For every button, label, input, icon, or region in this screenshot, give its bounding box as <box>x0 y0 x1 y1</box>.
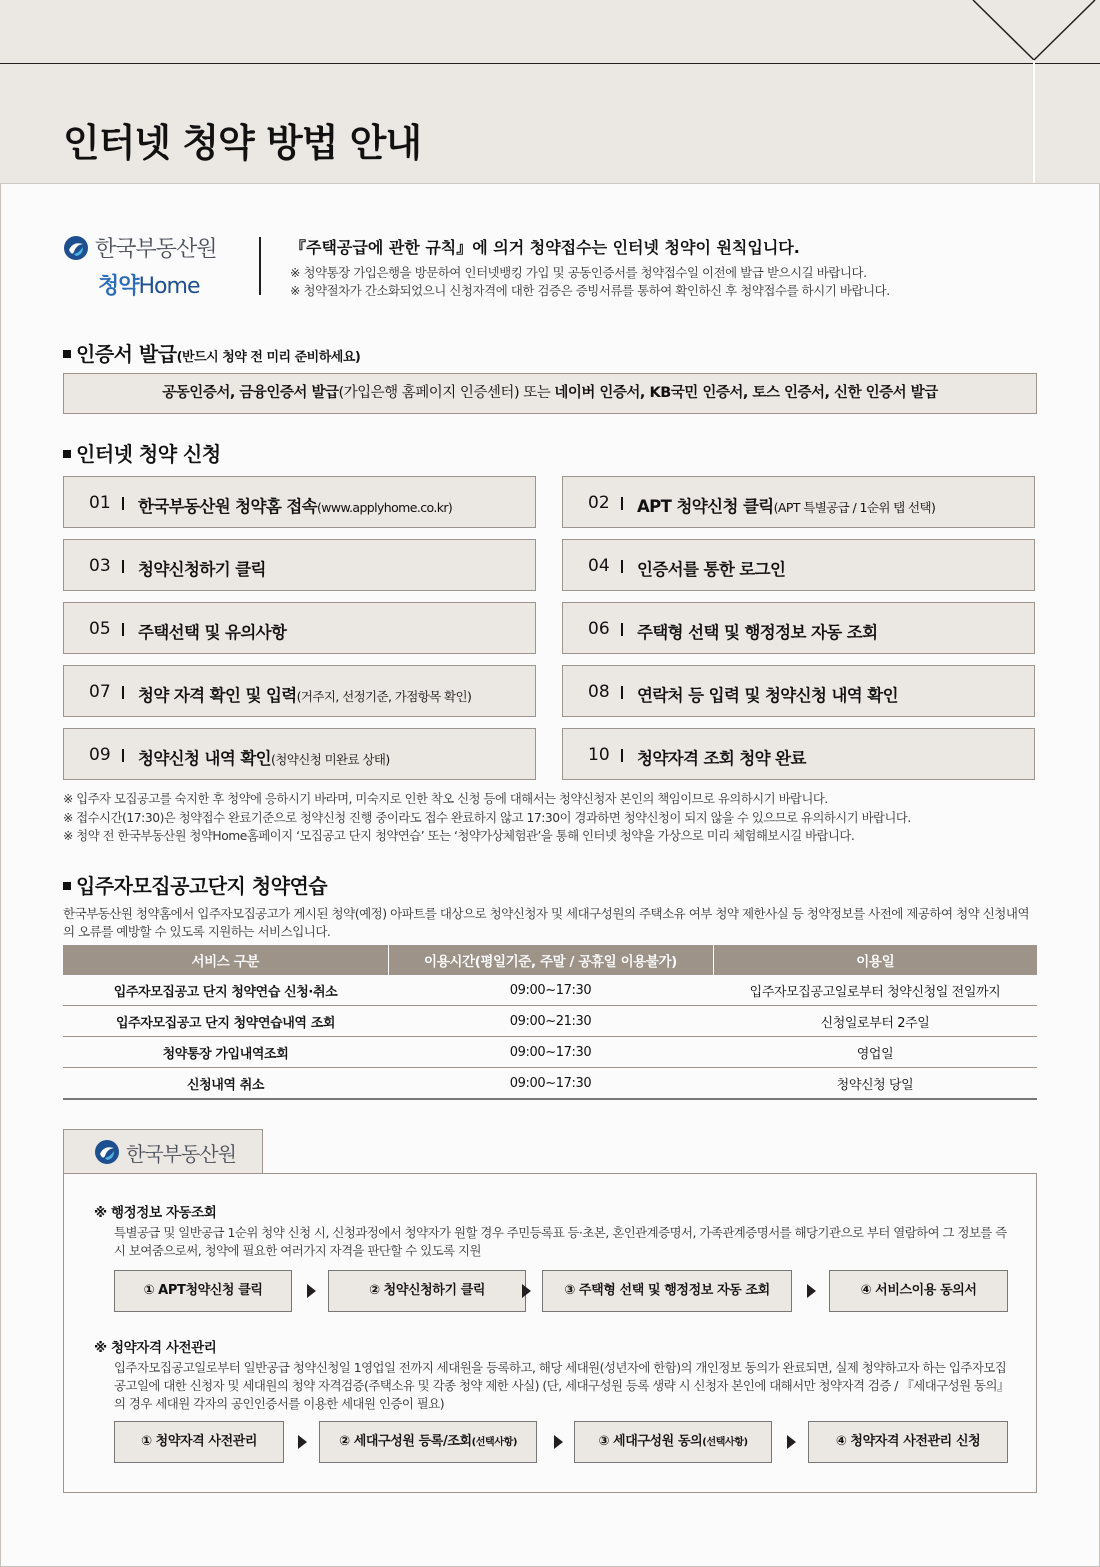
apply-notes <box>63 790 911 846</box>
reb-tab-label: 한국부동산원 <box>126 1141 236 1166</box>
section-title-cert <box>63 338 360 367</box>
bullet-square-icon <box>63 882 71 890</box>
step-sub: (청약신청 미완료 상태) <box>271 752 390 767</box>
table-cell: 신청일로부터 2주일 <box>713 1006 1037 1037</box>
cert-title-note: (반드시 청약 전 미리 준비하세요) <box>176 350 361 365</box>
apply-note: ※ 입주자 모집공고를 숙지한 후 청약에 응하시기 바라며, 미숙지로 인한 착오 신청 등에 대해서는 청약신청자 본인의 책임이므로 유의하시기 바랍니다. <box>63 792 828 806</box>
step-divider <box>122 560 124 573</box>
flow-step: ③ 주택형 선택 및 행정정보 자동 조회 <box>542 1270 792 1312</box>
service-table <box>63 945 1037 1100</box>
step-divider <box>122 749 124 762</box>
brand-name: 한국부동산원 <box>95 237 217 262</box>
qual-prelim-title: ※ 청약자격 사전관리 <box>94 1340 217 1356</box>
cert-text-bold: 네이버 인증서, KB국민 인증서, 토스 인증서, 신한 인증서 발급 <box>554 385 938 401</box>
step-divider <box>621 497 623 510</box>
bullet-square-icon <box>63 350 71 358</box>
table-cell: 09:00~21:30 <box>388 1006 713 1037</box>
applyhome-logo <box>98 269 243 300</box>
qual-flow <box>114 1421 1008 1463</box>
table-row <box>63 1068 1037 1100</box>
bullet-square-icon <box>63 450 71 458</box>
table-header-row <box>63 945 1037 975</box>
step-number: 03 <box>89 556 111 576</box>
arrow-right-icon <box>522 1284 531 1298</box>
step-label: 연락처 등 입력 및 청약신청 내역 확인 <box>637 686 898 705</box>
step-label: 청약신청하기 클릭 <box>138 560 266 579</box>
step-number: 09 <box>89 745 111 765</box>
section-title-practice <box>63 870 327 899</box>
reb-logo-icon <box>63 235 89 261</box>
corner-decoration-icon <box>960 0 1100 183</box>
flow-step <box>319 1421 537 1463</box>
apply-step <box>63 728 536 780</box>
qual-prelim-desc: 입주자모집공고일로부터 일반공급 청약신청일 1영업일 전까지 세대원을 등록하고, 해당 세대원(성년자에 한함)의 개인정보 동의가 완료되면, 실제 청약하고자 하는 입주자모집공고일에 대한 신청자 및 세대원의 청약 자격검증(주택소유 및 각종 청약 제한 사실) (단, 세대구성원 등록 생략 시 신청자 본인에 대해서만 청약자격 검증 / 『세대구성원 동의』의 경우 세대원 각자의 공인인증서를 이용한 세대원 인증이 필요) <box>114 1360 1009 1411</box>
table-row <box>63 975 1037 1006</box>
apply-step <box>63 602 536 654</box>
cert-text: (가입은행 홈페이지 인증센터) 또는 <box>338 385 555 401</box>
flow-step-label: ① 청약자격 사전관리 <box>140 1434 258 1449</box>
applyhome-suffix: Home <box>138 274 200 299</box>
intro-block <box>290 235 1070 300</box>
apply-step <box>562 602 1035 654</box>
arrow-right-icon <box>554 1435 563 1449</box>
table-header: 서비스 구분 <box>63 945 388 975</box>
flow-step <box>574 1421 772 1463</box>
flow-step: ① APT청약신청 클릭 <box>114 1270 292 1312</box>
header-divider <box>0 63 1100 64</box>
admin-flow <box>114 1270 1008 1312</box>
apply-step <box>562 539 1035 591</box>
intro-headline: 『주택공급에 관한 규칙』에 의거 청약접수는 인터넷 청약이 원칙입니다. <box>290 238 800 257</box>
step-divider <box>621 560 623 573</box>
admin-lookup-desc: 특별공급 및 일반공급 1순위 청약 신청 시, 신청과정에서 청약자가 원할 경우 주민등록표 등·초본, 혼인관계증명서, 가족관계증명서를 해당기관으로 부터 열람하여 그 정보를 즉시 보여줌으로써, 청약에 필요한 여러가지 자격을 판단할 수 있도록 지원 <box>114 1225 1007 1258</box>
table-cell: 입주자모집공고 단지 청약연습 신청·취소 <box>63 975 388 1006</box>
step-number: 07 <box>89 682 111 702</box>
reb-services-box <box>63 1173 1037 1493</box>
step-divider <box>621 686 623 699</box>
step-label: 인증서를 통한 로그인 <box>637 560 786 579</box>
apply-step <box>562 665 1035 717</box>
apply-step <box>562 728 1035 780</box>
logo-divider <box>259 237 261 295</box>
apply-step <box>63 539 536 591</box>
intro-notes <box>290 264 1070 300</box>
step-number: 06 <box>588 619 610 639</box>
step-number: 08 <box>588 682 610 702</box>
step-number: 02 <box>588 493 610 513</box>
brand-logo <box>63 232 243 300</box>
step-label: 청약자격 조회 청약 완료 <box>637 749 806 768</box>
table-cell: 영업일 <box>713 1037 1037 1068</box>
flow-step <box>114 1421 284 1463</box>
section-title-apply <box>63 438 221 467</box>
apply-note: ※ 접수시간(17:30)은 청약접수 완료기준으로 청약신청 진행 중이라도 접수 완료하지 않고 17:30이 경과하면 청약신청이 되지 않을 수 있으므로 유의하시기 바랍니다. <box>63 810 911 825</box>
apply-title: 인터넷 청약 신청 <box>76 442 221 466</box>
intro-note: ※ 청약통장 가입은행을 방문하여 인터넷뱅킹 가입 및 공동인증서를 청약접수일 이전에 발급 받으시길 바랍니다. <box>290 265 867 280</box>
step-number: 10 <box>588 745 610 765</box>
step-divider <box>621 623 623 636</box>
arrow-right-icon <box>787 1435 796 1449</box>
table-cell: 입주자모집공고일로부터 청약신청일 전일까지 <box>713 975 1037 1006</box>
arrow-right-icon <box>307 1284 316 1298</box>
intro-note: ※ 청약절차가 간소화되었으니 신청자격에 대한 검증은 증빙서류를 통하여 확인하신 후 청약접수를 하시기 바랍니다. <box>290 283 890 298</box>
arrow-right-icon <box>298 1435 307 1449</box>
table-row <box>63 1006 1037 1037</box>
reb-tab <box>63 1129 263 1174</box>
apply-step <box>63 665 536 717</box>
table-cell: 신청내역 취소 <box>63 1068 388 1100</box>
applyhome-prefix: 청약 <box>98 274 139 299</box>
page-title: 인터넷 청약 방법 안내 <box>63 121 422 165</box>
cert-box <box>63 373 1037 414</box>
practice-title: 입주자모집공고단지 청약연습 <box>76 874 328 898</box>
step-label: 한국부동산원 청약홈 접속 <box>138 497 318 516</box>
admin-lookup-title: ※ 행정정보 자동조회 <box>94 1205 217 1221</box>
flow-step-label: ② 세대구성원 등록/조회 <box>338 1434 472 1449</box>
step-number: 05 <box>89 619 111 639</box>
flow-step-label: ④ 청약자격 사전관리 신청 <box>835 1434 981 1449</box>
step-label: 청약 자격 확인 및 입력 <box>138 686 297 705</box>
reb-logo-icon <box>94 1139 120 1165</box>
practice-description: 한국부동산원 청약홈에서 입주자모집공고가 게시된 청약(예정) 아파트를 대상으로 청약신청자 및 세대구성원의 주택소유 여부 청약 제한사실 등 청약정보를 사전에 제공하여 청약 신청내역의 오류를 예방할 수 있도록 지원하는 서비스입니다. <box>63 906 1030 939</box>
step-sub: (거주지, 선정기준, 가점항목 확인) <box>296 689 472 704</box>
apply-note: ※ 청약 전 한국부동산원 청약Home홈페이지 ‘모집공고 단지 청약연습’ 또는 ‘청약가상체험관’을 통해 인터넷 청약을 가상으로 미리 체험해보시길 바랍니다. <box>63 829 855 843</box>
flow-step-label: ③ 세대구성원 동의 <box>598 1434 703 1449</box>
step-number: 01 <box>89 493 111 513</box>
table-cell: 청약통장 가입내역조회 <box>63 1037 388 1068</box>
table-cell: 09:00~17:30 <box>388 1068 713 1100</box>
apply-step <box>562 476 1035 528</box>
flow-step: ④ 서비스이용 동의서 <box>829 1270 1008 1312</box>
table-header: 이용시간(평일기준, 주말 / 공휴일 이용불가) <box>388 945 713 975</box>
step-divider <box>122 497 124 510</box>
table-cell: 청약신청 당일 <box>713 1068 1037 1100</box>
table-row <box>63 1037 1037 1068</box>
flow-step: ② 청약신청하기 클릭 <box>328 1270 526 1312</box>
cert-title: 인증서 발급 <box>76 342 177 366</box>
step-sub: (APT 특별공급 / 1순위 탭 선택) <box>773 500 936 515</box>
step-label: 주택형 선택 및 행정정보 자동 조회 <box>637 623 878 642</box>
step-divider <box>122 623 124 636</box>
table-cell: 09:00~17:30 <box>388 975 713 1006</box>
flow-step-sub: (선택사항) <box>702 1437 748 1448</box>
apply-step <box>63 476 536 528</box>
step-number: 04 <box>588 556 610 576</box>
table-header: 이용일 <box>713 945 1037 975</box>
table-cell: 입주자모집공고 단지 청약연습내역 조회 <box>63 1006 388 1037</box>
arrow-right-icon <box>807 1284 816 1298</box>
flow-step <box>808 1421 1008 1463</box>
step-label: 청약신청 내역 확인 <box>138 749 272 768</box>
step-sub: (www.applyhome.co.kr) <box>317 500 453 515</box>
step-label: APT 청약신청 클릭 <box>637 497 774 516</box>
cert-text-bold: 공동인증서, 금융인증서 발급 <box>162 385 339 401</box>
step-divider <box>122 686 124 699</box>
step-label: 주택선택 및 유의사항 <box>138 623 287 642</box>
flow-step-sub: (선택사항) <box>471 1437 518 1448</box>
table-cell: 09:00~17:30 <box>388 1037 713 1068</box>
step-divider <box>621 749 623 762</box>
